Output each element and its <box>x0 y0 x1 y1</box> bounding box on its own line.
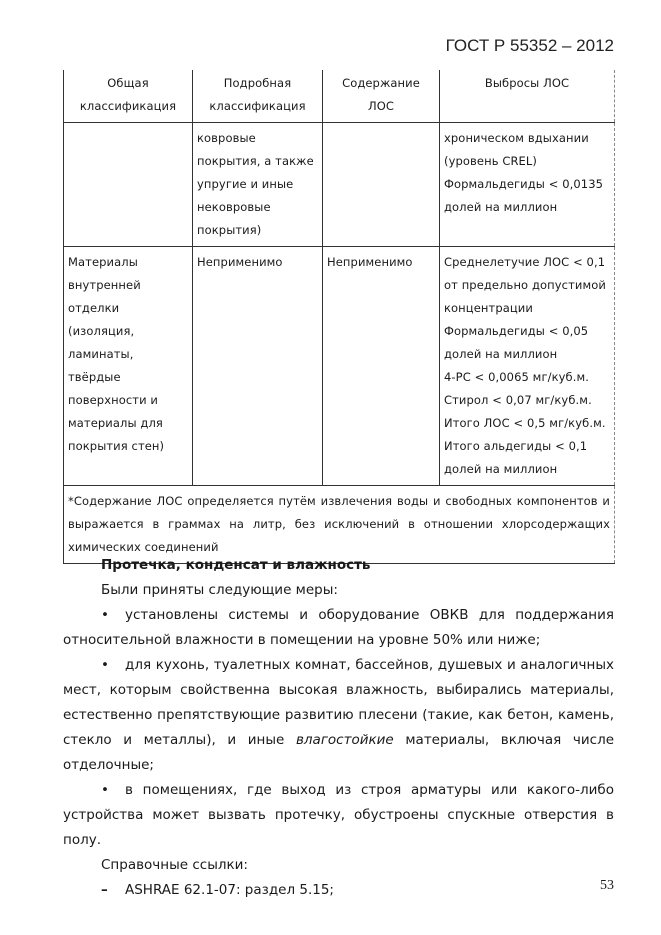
table-header-row <box>64 70 615 122</box>
table-row <box>64 122 615 246</box>
section-heading: Протечка, конденсат и влажность <box>101 557 371 573</box>
table-cell <box>64 122 193 246</box>
bullet-item: • установлены системы и оборудование ОВКВ для поддержания относительной влажности в помещении на уровне 50% или ниже; <box>63 603 614 653</box>
table-footnote: *Содержание ЛОС определяется путём извлечения воды и свободных компонентов и выражается в граммах на литр, без исключений в отношении хлорсодержащих химических соединений <box>64 485 615 563</box>
bullet-item: • в помещениях, где выход из строя арматуры или какого-либо устройства может вызвать протечку, обустроены спускные отверстия в полу. <box>63 778 614 853</box>
table-cell: ковровые покрытия, а также упругие и иные нековровые покрытия) <box>193 122 323 246</box>
column-header: Содержание ЛОС <box>323 70 440 122</box>
table-row <box>64 246 615 485</box>
table-cell: Неприменимо <box>193 246 323 485</box>
bullet-icon: • <box>101 782 109 798</box>
column-header: Подробная классификация <box>193 70 323 122</box>
table-cell <box>323 122 440 246</box>
table-cell: Среднелетучие ЛОС < 0,1 от предельно допустимой концентрации Формальдегиды < 0,05 долей на миллион 4-PC < 0,0065 мг/куб.м. Стирол < 0,07 мг/куб.м. Итого ЛОС < 0,5 мг/куб.м. Итого альдегиды < 0,1 долей на миллион <box>440 246 615 485</box>
document-header: ГОСТ Р 55352 – 2012 <box>445 36 614 55</box>
voc-table <box>63 70 615 564</box>
reference-item: – ASHRAE 62.1-07: раздел 5.15; <box>63 878 614 903</box>
dash-icon: – <box>101 882 108 898</box>
bullet-icon: • <box>101 607 109 623</box>
section-body <box>63 553 614 903</box>
intro-paragraph: Были приняты следующие меры: <box>101 582 338 598</box>
bullet-icon: • <box>101 657 109 673</box>
column-header: Общая классификация <box>64 70 193 122</box>
bullet-item: • для кухонь, туалетных комнат, бассейнов, душевых и аналогичных мест, которым свойственна высокая влажность, выбирались материалы, естественно препятствующие развитию плесени (такие, как бетон, камень, стекло и металлы), и иные влагостойкие материалы, включая числе отделочные; <box>63 653 614 778</box>
column-header: Выбросы ЛОС <box>440 70 615 122</box>
table-cell: хроническом вдыхании (уровень CREL) Формальдегиды < 0,0135 долей на миллион <box>440 122 615 246</box>
table-footnote-row <box>64 485 615 563</box>
references-title: Справочные ссылки: <box>101 857 248 873</box>
page-number: 53 <box>600 878 614 893</box>
table-cell: Неприменимо <box>323 246 440 485</box>
table-cell: Материалы внутренней отделки (изоляция, ламинаты, твёрдые поверхности и материалы для покрытия стен) <box>64 246 193 485</box>
